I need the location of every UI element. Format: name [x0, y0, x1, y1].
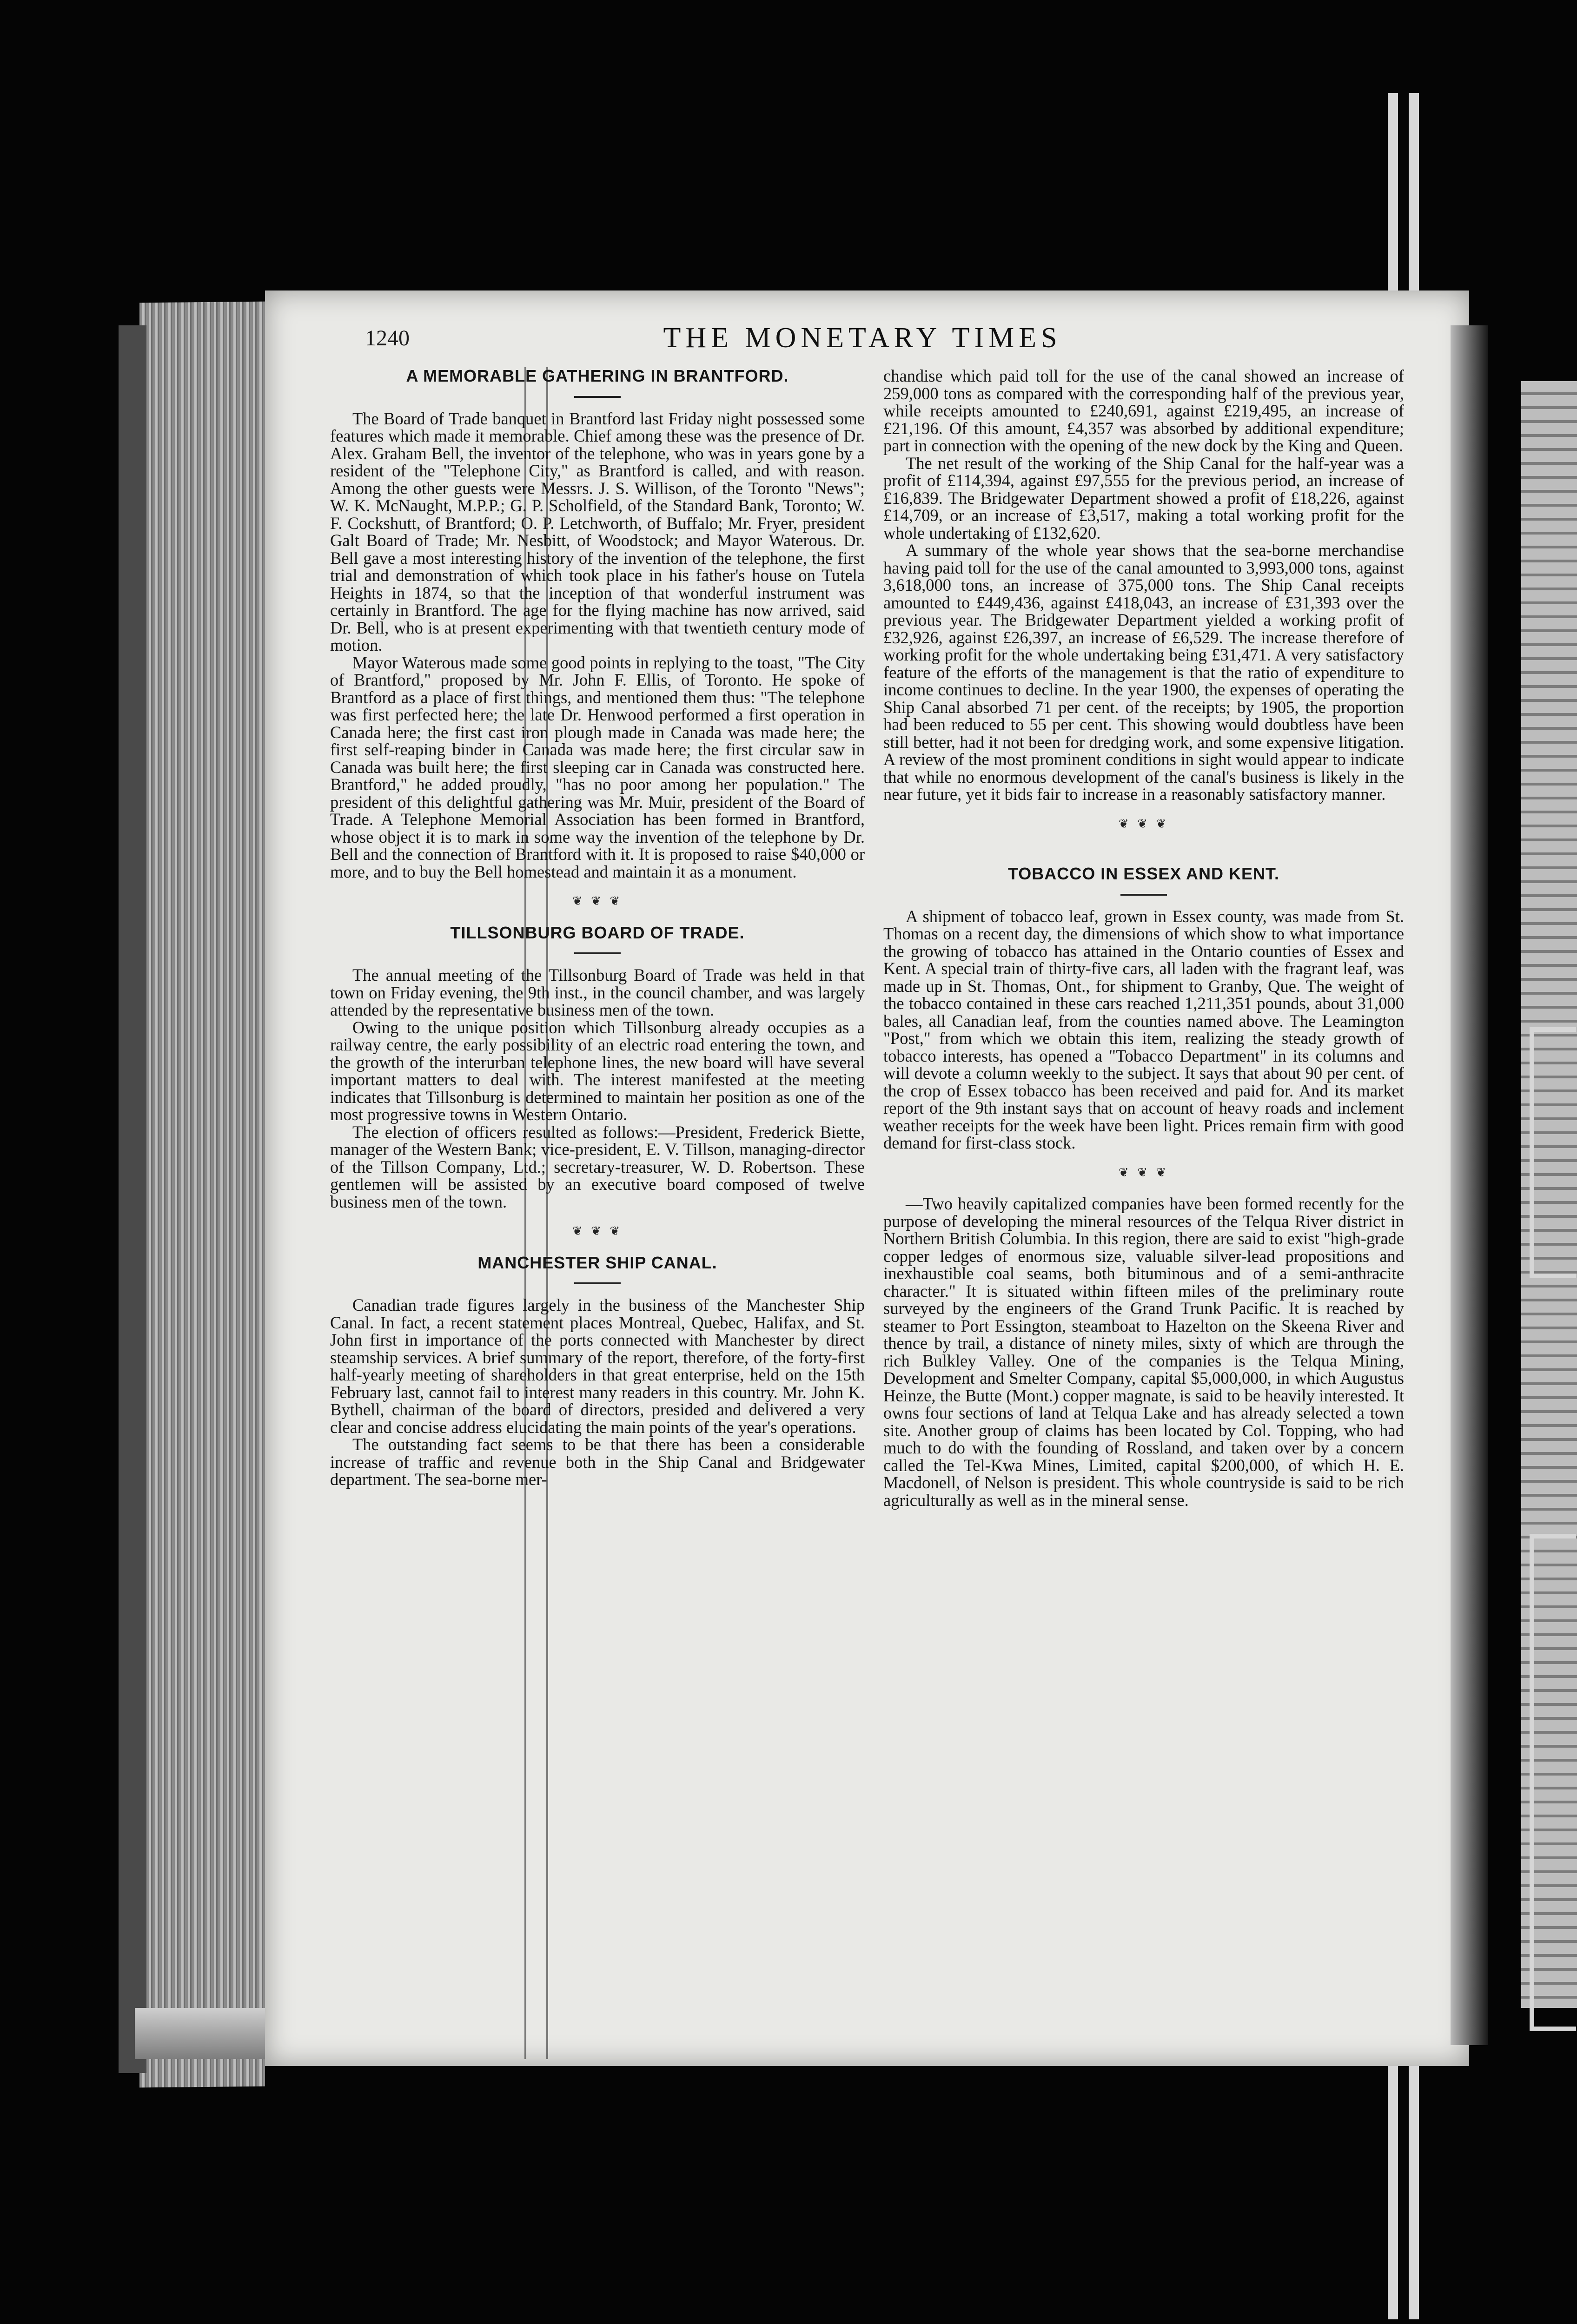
page-right-shadow [1451, 325, 1488, 2045]
article-heading: A MEMORABLE GATHERING IN BRANTFORD. [406, 366, 789, 385]
article-heading: TILLSONBURG BOARD OF TRADE. [450, 923, 745, 942]
article-paragraph: The election of officers resulted as follows:—President, Frederick Biette, manager of the Western Bank; vice-president, E. V. Tillson, managing-director of the Tillson Company, Ltd.; secretary-treasurer, W. D. Robertson. These gentlemen will be assisted by an executive board composed of twelve business men of the town. [330, 1122, 865, 1211]
left-column [330, 367, 865, 1488]
masthead: THE MONETARY TIMES [663, 322, 1062, 354]
adjacent-page-frame [1530, 1534, 1576, 2031]
article-paragraph: The outstanding fact seems to be that there has been a considerable increase of traffic and revenue both in the Ship Canal and Bridgewater department. The sea-borne mer- [330, 1435, 865, 1489]
article-paragraph: Owing to the unique position which Tillsonburg already occupies as a railway centre, the early possibility of an electric road entering the town, and the growth of the interurban telephone lines, the new board will have several important matters to deal with. The interest manifested at the meeting indicates that Tillsonburg is determined to maintain her position as one of the most progressive towns in Western Ontario. [330, 1017, 865, 1124]
heading-rule [574, 396, 621, 398]
article-paragraph: A shipment of tobacco leaf, grown in Essex county, was made from St. Thomas on a recent day, the dimensions of which show to what importance the growing of tobacco has attained in the Ontario counties of Essex and Kent. A special train of thirty-five cars, all laden with the fragrant leaf, was made up in St. Thomas, Ont., for shipment to Granby, Que. The weight of the tobacco contained in these cars reached 1,211,351 pounds, about 31,000 bales, all Canadian leaf, from the counties named above. The Leamington "Post," from which we obtain this item, realizing the steady growth of tobacco interests, has opened a "Tobacco Department" in its columns and will devote a column weekly to the subject. It says that about 90 per cent. of the crop of Essex tobacco has been received and paid for. And its market report of the 9th instant says that on account of heavy roads and inclement weather receipts for the week have been light. Prices remain firm with good demand for first-class stock. [883, 906, 1404, 1152]
adjacent-page-frame [1530, 1027, 1576, 1278]
heading-rule [574, 1282, 621, 1284]
section-ornament: ❦ ❦ ❦ [572, 894, 623, 908]
book-spine-shadow [119, 325, 146, 2073]
section-ornament: ❦ ❦ ❦ [1118, 817, 1169, 831]
article-paragraph: The net result of the working of the Ship Canal for the half-year was a profit of £114,394, against £97,555 for the previous period, an increase of £16,839. The Bridgewater Department showed a profit of £18,226, against £14,709, or an increase of £3,517, making a total working profit for the whole undertaking of £132,620. [883, 453, 1404, 542]
article-paragraph: The Board of Trade banquet in Brantford last Friday night possessed some features which made it memorable. Chief among these was the presence of Dr. Alex. Graham Bell, the inventor of the telephone, who was in years gone by a resident of the "Telephone City," as Brantford is called, and with reason. Among the other guests were Messrs. J. S. Willison, of the Toronto "News"; W. K. McNaught, M.P.P.; G. P. Scholfield, of the Standard Bank, Toronto; W. F. Cockshutt, of Brantford; O. P. Letchworth, of Buffalo; Mr. Fryer, president Galt Board of Trade; Mr. Nesbitt, of Woodstock; and Mayor Waterous. Dr. Bell gave a most interesting history of the invention of the telephone, the first trial and demonstration of which took place in his father's house on Tutela Heights in 1874, so that the inception of that wonderful instrument was certainly in Brantford. The age for the flying machine has now arrived, said Dr. Bell, who is at present experimenting with that twentieth century mode of motion. [330, 409, 865, 654]
article-heading: MANCHESTER SHIP CANAL. [477, 1253, 717, 1272]
article-heading: TOBACCO IN ESSEX AND KENT. [1007, 864, 1280, 883]
article-paragraph: chandise which paid toll for the use of the canal showed an increase of 259,000 tons as compared with the corresponding half of the previous year, while receipts amounted to £240,691, against £219,495, an increase of £21,196. Of this amount, £4,357 was absorbed by additional expenditure; part in connection with the opening of the new dock by the King and Queen. [883, 366, 1404, 455]
heading-rule [574, 952, 621, 954]
page-number: 1240 [365, 326, 410, 350]
article-paragraph: Canadian trade figures largely in the business of the Manchester Ship Canal. In fact, a recent statement places Montreal, Quebec, Halifax, and St. John first in importance of the ports connected with Manchester by direct steamship services. A brief summary of the report, therefore, of the forty-first half-yearly meeting of shareholders in that great enterprise, held on the 15th February last, cannot fail to interest many readers in this country. Mr. John K. Bythell, chairman of the board of directors, presided and delivered a very clear and concise address elucidating the main points of the year's operations. [330, 1295, 865, 1437]
heading-rule [1120, 894, 1167, 896]
right-column [883, 367, 1404, 1509]
article-paragraph: A summary of the whole year shows that the sea-borne merchandise having paid toll for the use of the canal amounted to 3,993,000 tons, against 3,618,000 tons, an increase of 375,000 tons. The Ship Canal receipts amounted to £449,436, against £418,043, an increase of £31,393 over the previous year. The Bridgewater Department yielded a working profit of £32,926, against £26,397, an increase of £6,529. The increase therefore of working profit for the whole undertaking being £31,471. A very satisfactory feature of the efforts of the management is that the ratio of expenditure to income continues to decline. In the year 1900, the expenses of operating the Ship Canal absorbed 71 per cent. of the receipts; by 1905, the proportion had been reduced to 55 per cent. This showing would doubtless have been still better, had it not been for dredging work, and some expensive litigation. A review of the most prominent conditions in sight would appear to indicate that while no enormous development of the canal's business is likely in the near future, yet it bids fair to increase in a reasonably satisfactory manner. [883, 541, 1404, 804]
article-paragraph: Mayor Waterous made some good points in replying to the toast, "The City of Brantford," proposed by Mr. John F. Ellis, of Toronto. He spoke of Brantford as a place of first things, and mentioned them thus: "The telephone was first perfected here; the late Dr. Henwood performed a first operation in Canada here; the first cast iron plough made in Canada was made here; the first self-reaping binder in Canada was made here; the first circular saw in Canada was built here; the first sleeping car in Canada was constructed here. Brantford," he added proudly, "has no poor among her population." The president of this delightful gathering was Mr. Muir, president of the Board of Trade. A Telephone Memorial Association has been formed in Brantford, whose object it is to mark in some way the invention of the telephone by Dr. Bell and the connection of Brantford with it. It is proposed to raise $40,000 or more, and to buy the Bell homestead and maintain it as a monument. [330, 653, 865, 881]
book-page-edges [139, 302, 265, 2088]
section-ornament: ❦ ❦ ❦ [1118, 1165, 1169, 1179]
article-paragraph: —Two heavily capitalized companies have been formed recently for the purpose of developing the mineral resources of the Telqua River district in Northern British Columbia. In this region, there are said to exist "high-grade copper ledges of enormous size, valuable silver-lead propositions and inexhaustible coal seams, both bituminous and of a semi-anthracite character." It is situated within fifteen miles of the preliminary route surveyed by the engineers of the Grand Trunk Pacific. It is reached by steamer to Port Essington, steamboat to Hazelton on the Skeena River and thence by trail, a distance of ninety miles, sixty of which are through the rich Bulkley Valley. One of the companies is the Telqua Mining, Development and Smelter Company, capital $5,000,000, in which Augustus Heinze, the Butte (Mont.) copper magnate, is said to be heavily interested. It owns four sections of land at Telqua Lake and has already selected a town site. Another group of claims has been located by Col. Topping, who had much to do with the founding of Rossland, and taken over by a concern called the Tel-Kwa Mines, Limited, capital $200,000, of which H. E. Macdonell, of Nelson is president. This whole countryside is said to be rich agriculturally as well as in the mineral sense. [883, 1194, 1404, 1510]
section-ornament: ❦ ❦ ❦ [572, 1224, 623, 1238]
article-paragraph: The annual meeting of the Tillsonburg Board of Trade was held in that town on Friday evening, the 9th inst., in the council chamber, and was largely attended by the representative business men of the town. [330, 965, 865, 1019]
